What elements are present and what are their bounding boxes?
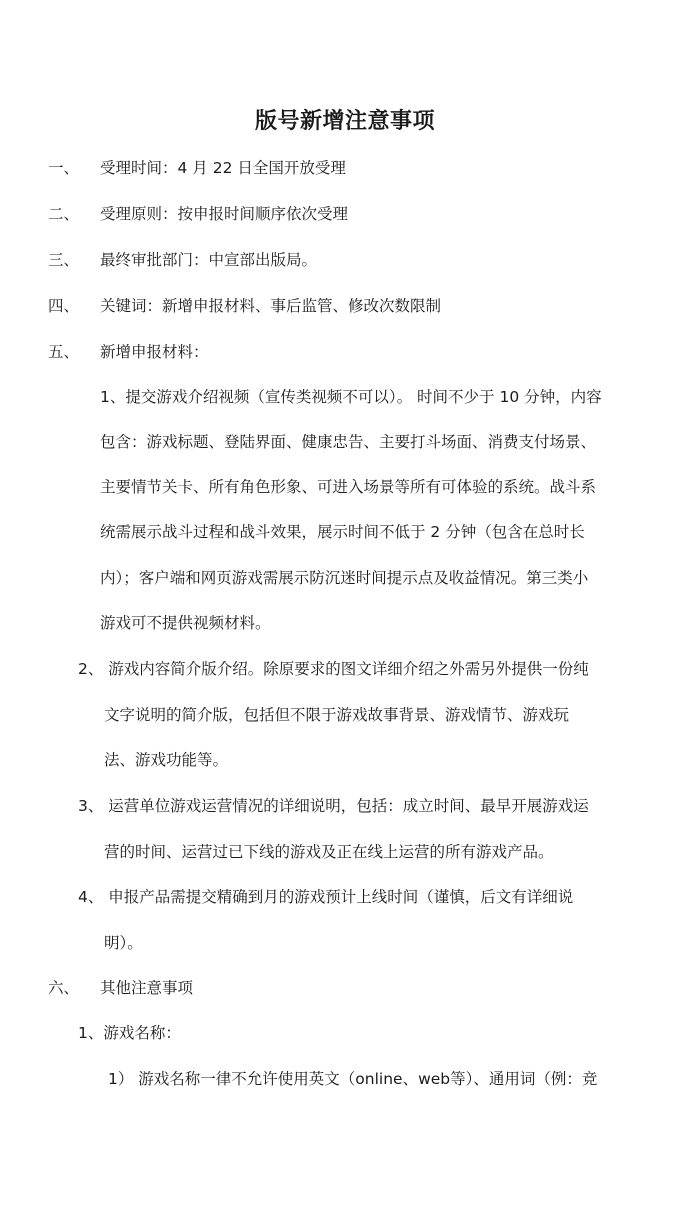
paragraph-line: 包含：游戏标题、登陆界面、健康忠告、主要打斗场面、消费支付场景、 xyxy=(100,433,597,451)
paragraph-line: 明）。 xyxy=(104,934,143,952)
subsection-heading: 1、游戏名称： xyxy=(78,1024,181,1042)
section-number: 四、 xyxy=(48,297,80,315)
paragraph-line: 2、 游戏内容简介版介绍。除原要求的图文详细介绍之外需另外提供一份纯 xyxy=(78,660,589,678)
paragraph-line: 统需展示战斗过程和战斗效果，展示时间不低于 2 分钟（包含在总时长 xyxy=(100,523,585,541)
paragraph-line: 1） 游戏名称一律不允许使用英文（online、web等）、通用词（例：竞 xyxy=(108,1070,598,1088)
section-number: 二、 xyxy=(48,205,80,223)
paragraph-line: 3、 运营单位游戏运营情况的详细说明，包括：成立时间、最早开展游戏运 xyxy=(78,797,589,815)
paragraph-line: 主要情节关卡、所有角色形象、可进入场景等所有可体验的系统。战斗系 xyxy=(100,478,597,496)
section-number: 六、 xyxy=(48,979,80,997)
paragraph-line: 内）；客户端和网页游戏需展示防沉迷时间提示点及收益情况。第三类小 xyxy=(100,569,589,587)
paragraph-line: 文字说明的简介版，包括但不限于游戏故事背景、游戏情节、游戏玩 xyxy=(104,706,570,724)
document-title: 版号新增注意事项 xyxy=(254,109,435,134)
paragraph-line: 营的时间、运营过已下线的游戏及正在线上运营的所有游戏产品。 xyxy=(104,843,554,861)
section-text: 最终审批部门：中宣部出版局。 xyxy=(100,251,318,269)
paragraph-line: 1、提交游戏介绍视频（宣传类视频不可以）。 时间不少于 10 分钟，内容 xyxy=(100,388,602,406)
section-number: 五、 xyxy=(48,343,80,361)
paragraph-line: 4、 申报产品需提交精确到月的游戏预计上线时间（谨慎，后文有详细说 xyxy=(78,888,574,906)
paragraph-line: 游戏可不提供视频材料。 xyxy=(100,614,271,632)
section-text: 新增申报材料： xyxy=(100,343,209,361)
section-text: 受理原则：按申报时间顺序依次受理 xyxy=(100,205,349,223)
section-number: 一、 xyxy=(48,159,80,177)
paragraph-line: 法、游戏功能等。 xyxy=(104,751,229,769)
section-text: 关键词：新增申报材料、事后监管、修改次数限制 xyxy=(100,297,442,315)
section-text: 受理时间：4 月 22 日全国开放受理 xyxy=(100,159,346,177)
section-text: 其他注意事项 xyxy=(100,979,194,997)
section-number: 三、 xyxy=(48,251,80,269)
